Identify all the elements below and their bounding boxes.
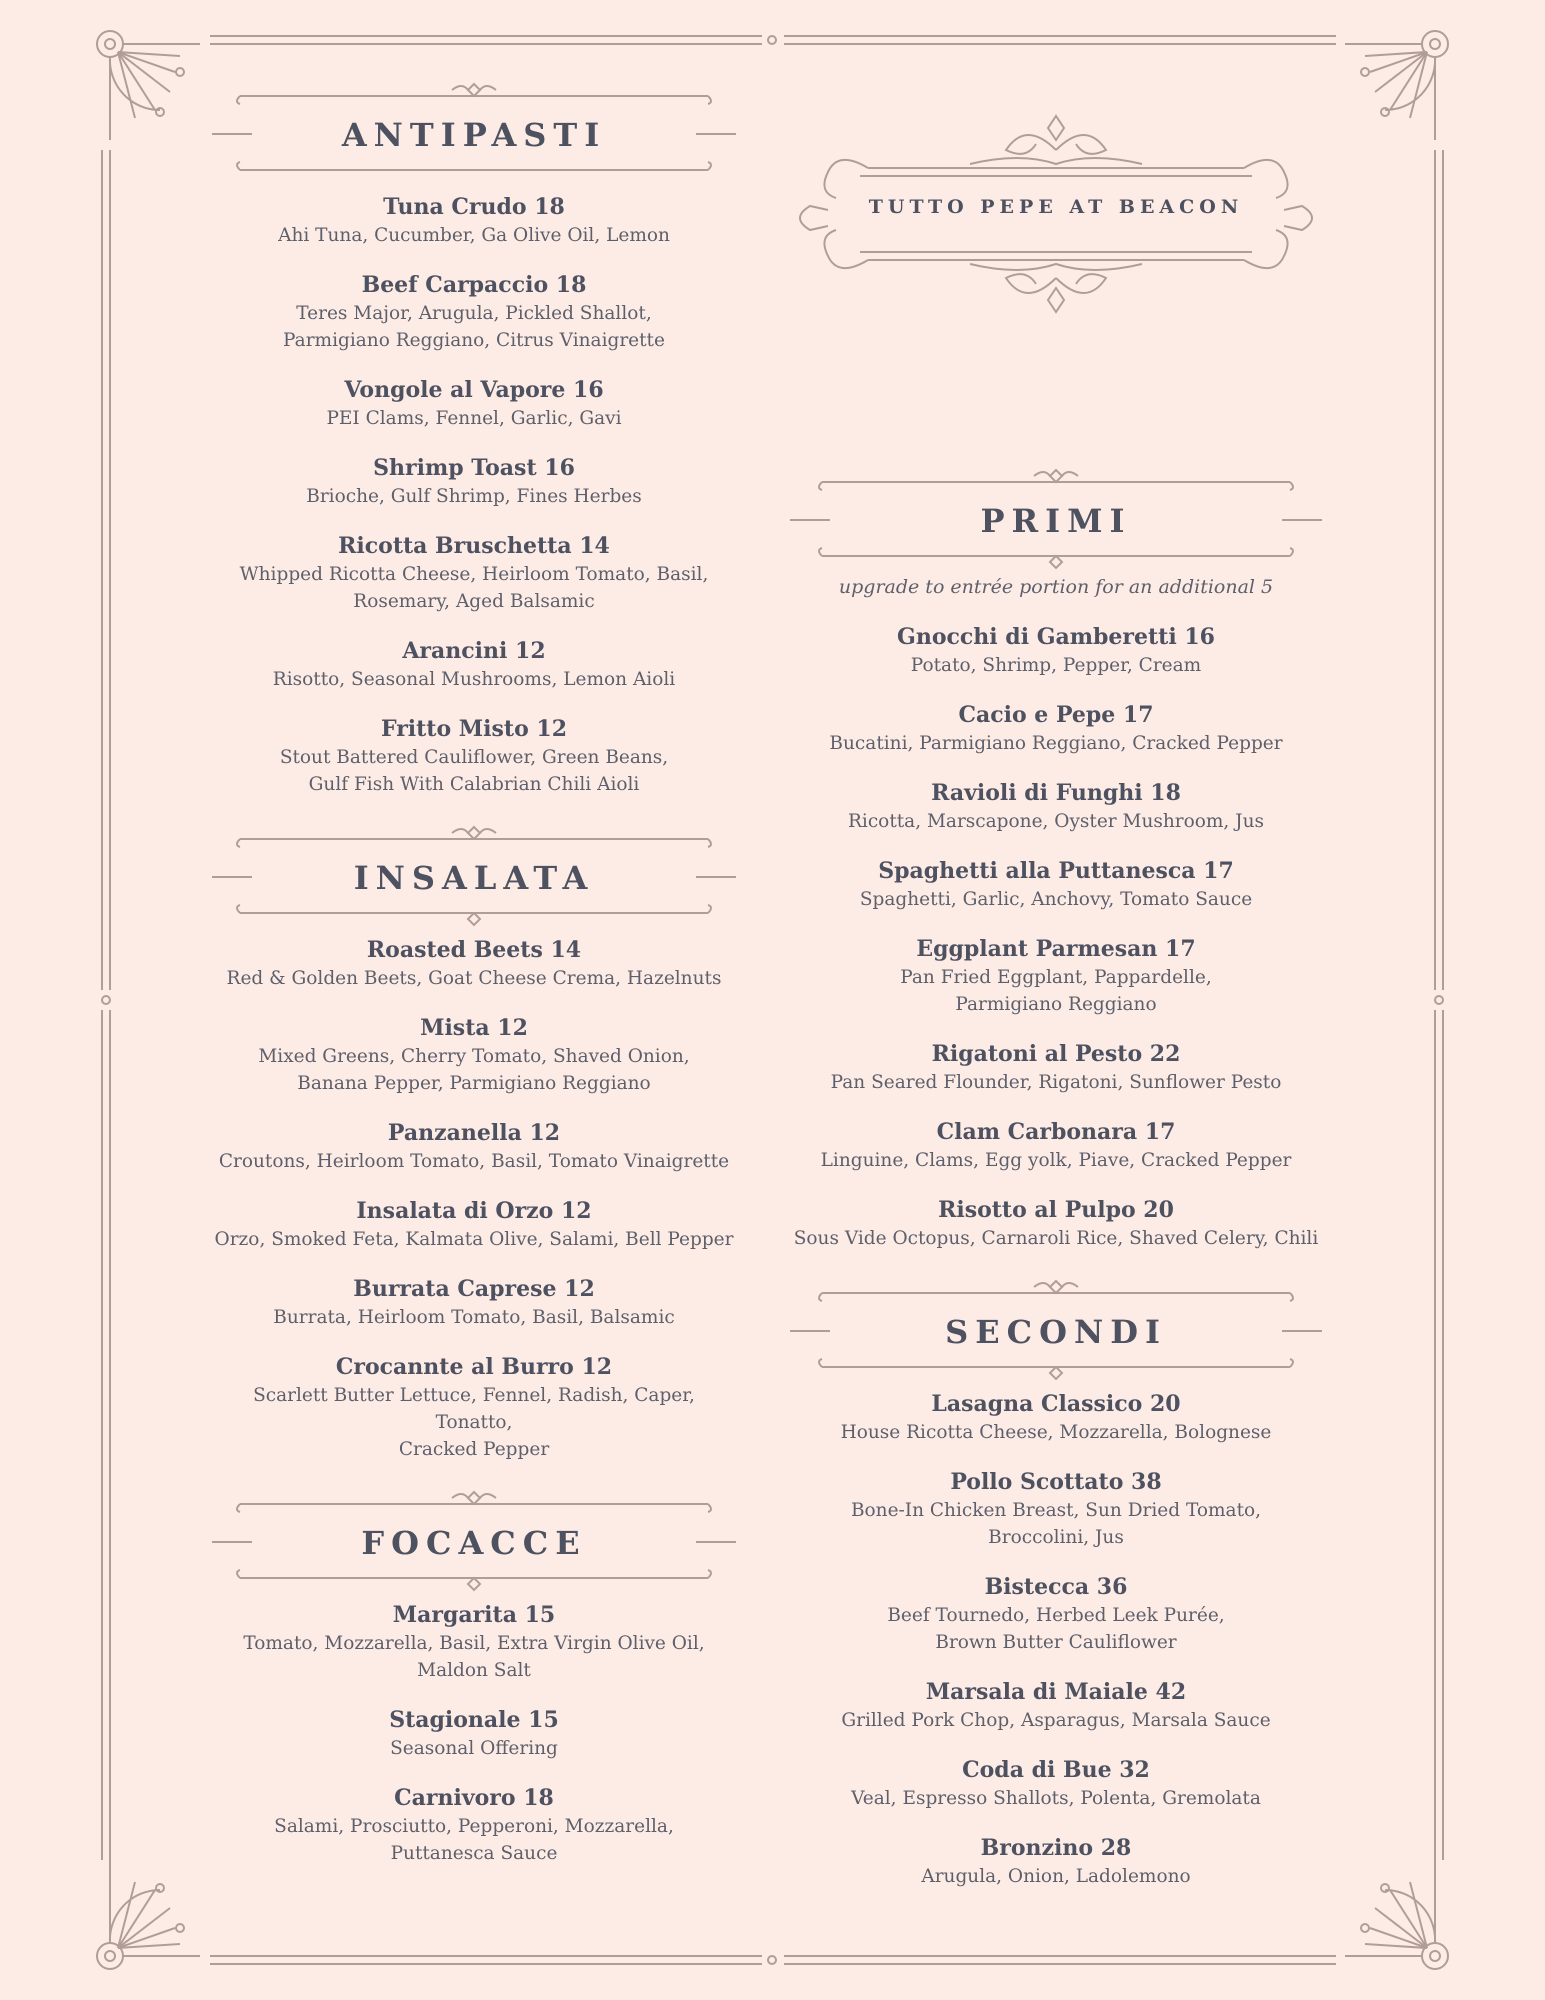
item-name: Arancini 12 <box>402 638 546 664</box>
section-header <box>212 819 736 929</box>
menu-item <box>790 1039 1322 1096</box>
item-description: Veal, Espresso Shallots, Polenta, Gremolata <box>851 1788 1261 1809</box>
item-name: Marsala di Maiale 42 <box>925 1679 1187 1705</box>
item-description: Pan Fried Eggplant, Pappardelle, <box>900 967 1212 988</box>
item-description-line2: Parmigiano Reggiano <box>955 994 1157 1015</box>
item-description-line2: Banana Pepper, Parmigiano Reggiano <box>297 1073 651 1094</box>
item-name: Pollo Scottato 38 <box>950 1469 1162 1495</box>
item-description: Stout Battered Cauliflower, Green Beans, <box>279 747 669 768</box>
item-name: Carnivoro 18 <box>394 1785 554 1811</box>
menu-item <box>790 1677 1322 1734</box>
item-name: Ricotta Bruschetta 14 <box>338 533 610 559</box>
item-description: Pan Seared Flounder, Rigatoni, Sunflower Pesto <box>830 1072 1282 1093</box>
section-header <box>212 1484 736 1594</box>
item-description: Potato, Shrimp, Pepper, Cream <box>910 655 1202 676</box>
item-description: Whipped Ricotta Cheese, Heirloom Tomato, Basil, <box>239 564 709 585</box>
item-description: Mixed Greens, Cherry Tomato, Shaved Onion, <box>258 1046 690 1067</box>
item-name: Lasagna Classico 20 <box>931 1391 1181 1417</box>
section-insalata <box>212 819 736 1463</box>
item-description: Seasonal Offering <box>390 1738 558 1759</box>
item-name: Clam Carbonara 17 <box>936 1119 1176 1145</box>
item-name: Margarita 15 <box>392 1602 556 1628</box>
section-secondi <box>790 1273 1322 1890</box>
menu-item <box>790 778 1322 835</box>
menu-item <box>212 453 736 510</box>
section-header <box>790 462 1322 572</box>
menu-item <box>212 270 736 354</box>
menu-item <box>790 1117 1322 1174</box>
item-description-line2: Maldon Salt <box>417 1660 531 1681</box>
item-name: Bronzino 28 <box>980 1835 1132 1861</box>
menu-item <box>212 935 736 992</box>
menu-item <box>212 1352 736 1463</box>
item-name: Panzanella 12 <box>387 1120 561 1146</box>
section-title: PRIMI <box>980 502 1132 540</box>
menu-item <box>790 934 1322 1018</box>
menu-item <box>212 192 736 249</box>
item-description: Bucatini, Parmigiano Reggiano, Cracked Pepper <box>829 733 1283 754</box>
menu-item <box>212 1600 736 1684</box>
section-antipasti <box>212 76 736 798</box>
item-name: Rigatoni al Pesto 22 <box>931 1041 1181 1067</box>
menu-item <box>212 1118 736 1175</box>
menu-item <box>212 1274 736 1331</box>
restaurant-name: TUTTO PEPE AT BEACON <box>868 196 1244 218</box>
item-description-line2: Rosemary, Aged Balsamic <box>353 591 595 612</box>
item-name: Spaghetti alla Puttanesca 17 <box>878 858 1234 884</box>
item-name: Shrimp Toast 16 <box>373 455 575 481</box>
item-description: Burrata, Heirloom Tomato, Basil, Balsamic <box>273 1307 675 1328</box>
item-name: Mista 12 <box>420 1015 528 1041</box>
item-description: Orzo, Smoked Feta, Kalmata Olive, Salami, Bell Pepper <box>214 1229 734 1250</box>
item-description-line2: Gulf Fish With Calabrian Chili Aioli <box>308 774 640 795</box>
item-description: Teres Major, Arugula, Pickled Shallot, <box>296 303 652 324</box>
left-column <box>212 76 736 1888</box>
item-description-line2: Brown Butter Cauliflower <box>935 1632 1177 1653</box>
section-header <box>212 76 736 186</box>
item-name: Roasted Beets 14 <box>366 937 582 963</box>
menu-item <box>212 714 736 798</box>
menu-item <box>212 636 736 693</box>
menu-item <box>212 531 736 615</box>
item-name: Crocannte al Burro 12 <box>335 1354 613 1380</box>
item-description: Risotto, Seasonal Mushrooms, Lemon Aioli <box>272 669 676 690</box>
section-title: ANTIPASTI <box>341 116 607 154</box>
item-description: Scarlett Butter Lettuce, Fennel, Radish, Caper, Tonatto, <box>253 1385 695 1433</box>
item-description: Red & Golden Beets, Goat Cheese Crema, Hazelnuts <box>226 968 722 989</box>
item-name: Coda di Bue 32 <box>962 1757 1150 1783</box>
section-note: upgrade to entrée portion for an additional 5 <box>838 576 1274 598</box>
menu-item <box>790 1467 1322 1551</box>
item-description: House Ricotta Cheese, Mozzarella, Bolognese <box>840 1422 1272 1443</box>
item-description: Spaghetti, Garlic, Anchovy, Tomato Sauce <box>859 889 1253 910</box>
menu-item <box>790 700 1322 757</box>
item-description: Arugula, Onion, Ladolemono <box>921 1866 1191 1887</box>
menu-item <box>790 1389 1322 1446</box>
section-title: FOCACCE <box>361 1524 587 1562</box>
title-ornament <box>790 110 1322 330</box>
item-description-line2: Broccolini, Jus <box>988 1527 1124 1548</box>
item-description: Ahi Tuna, Cucumber, Ga Olive Oil, Lemon <box>278 225 670 246</box>
item-description: Brioche, Gulf Shrimp, Fines Herbes <box>306 486 642 507</box>
item-description: Linguine, Clams, Egg yolk, Piave, Cracked Pepper <box>820 1150 1292 1171</box>
menu-item <box>212 375 736 432</box>
item-name: Bistecca 36 <box>984 1574 1128 1600</box>
section-title: SECONDI <box>945 1313 1167 1351</box>
item-description: PEI Clams, Fennel, Garlic, Gavi <box>326 408 622 429</box>
item-description: Beef Tournedo, Herbed Leek Purée, <box>887 1605 1225 1626</box>
item-name: Risotto al Pulpo 20 <box>938 1197 1174 1223</box>
item-description-line2: Parmigiano Reggiano, Citrus Vinaigrette <box>283 330 665 351</box>
item-description: Ricotta, Marscapone, Oyster Mushroom, Jus <box>847 811 1265 832</box>
item-name: Cacio e Pepe 17 <box>958 702 1154 728</box>
restaurant-title-plate <box>790 110 1322 330</box>
item-description: Croutons, Heirloom Tomato, Basil, Tomato Vinaigrette <box>218 1151 730 1172</box>
item-name: Ravioli di Funghi 18 <box>931 780 1181 806</box>
item-name: Burrata Caprese 12 <box>353 1276 595 1302</box>
item-description: Bone-In Chicken Breast, Sun Dried Tomato, <box>850 1500 1262 1521</box>
item-description: Grilled Pork Chop, Asparagus, Marsala Sauce <box>841 1710 1271 1731</box>
section-primi <box>790 462 1322 1252</box>
item-description: Salami, Prosciutto, Pepperoni, Mozzarella, <box>274 1816 674 1837</box>
item-description-line2: Cracked Pepper <box>398 1439 550 1460</box>
menu-item <box>212 1705 736 1762</box>
item-description-line2: Puttanesca Sauce <box>390 1843 558 1864</box>
menu-item <box>212 1013 736 1097</box>
menu-item <box>790 1572 1322 1656</box>
item-name: Eggplant Parmesan 17 <box>916 936 1196 962</box>
menu-item <box>790 1195 1322 1252</box>
item-name: Insalata di Orzo 12 <box>356 1198 592 1224</box>
menu-item <box>790 1755 1322 1812</box>
menu-item <box>790 856 1322 913</box>
item-name: Beef Carpaccio 18 <box>361 272 587 298</box>
item-name: Fritto Misto 12 <box>380 716 568 742</box>
item-description: Tomato, Mozzarella, Basil, Extra Virgin Olive Oil, <box>243 1633 705 1654</box>
section-focacce <box>212 1484 736 1867</box>
item-name: Gnocchi di Gamberetti 16 <box>897 624 1215 650</box>
right-column <box>790 110 1322 1911</box>
section-title: INSALATA <box>353 859 595 897</box>
menu-item <box>212 1783 736 1867</box>
menu-item <box>790 622 1322 679</box>
item-name: Stagionale 15 <box>389 1707 559 1733</box>
section-header <box>790 1273 1322 1383</box>
menu-item <box>790 1833 1322 1890</box>
item-name: Vongole al Vapore 16 <box>344 377 604 403</box>
item-description: Sous Vide Octopus, Carnaroli Rice, Shaved Celery, Chili <box>793 1228 1319 1249</box>
menu-item <box>212 1196 736 1253</box>
item-name: Tuna Crudo 18 <box>383 194 565 220</box>
